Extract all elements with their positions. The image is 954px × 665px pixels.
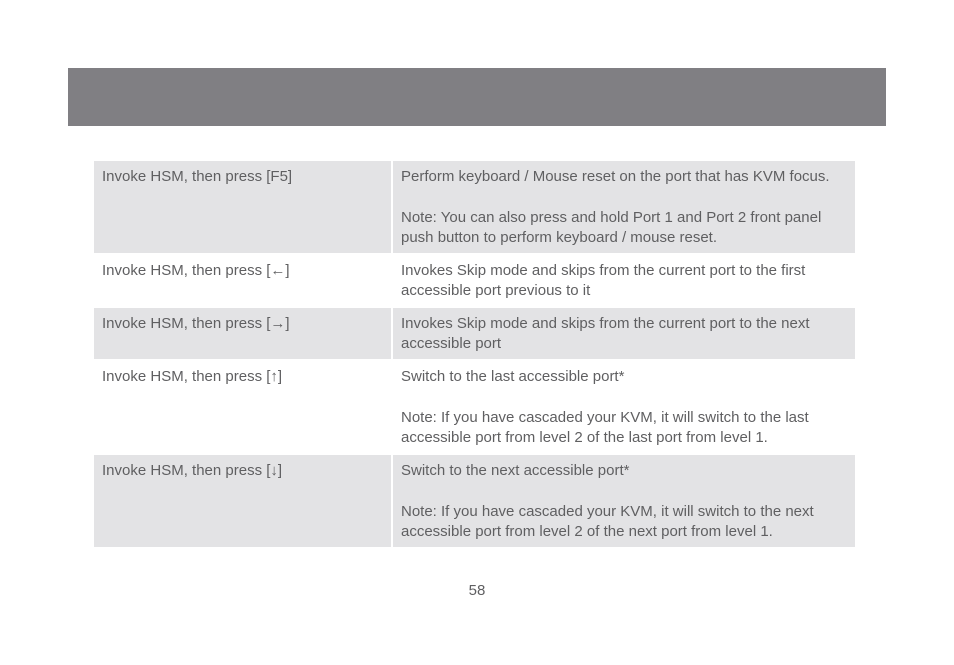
- description-cell: [393, 361, 855, 453]
- hotkey-cell: Invoke HSM, then press [←]: [94, 255, 391, 306]
- hotkey-cell: Invoke HSM, then press [↑]: [94, 361, 391, 453]
- hotkey-cell: Invoke HSM, then press [F5]: [94, 161, 391, 253]
- description-note: Note: If you have cascaded your KVM, it will switch to the next accessible port from level 2 of the next port from level 1.: [401, 503, 814, 540]
- description-cell: [393, 308, 855, 359]
- description-text: Perform keyboard / Mouse reset on the port that has KVM focus.: [401, 168, 830, 185]
- description-note: Note: You can also press and hold Port 1 and Port 2 front panel push button to perform keyboard / mouse reset.: [401, 209, 822, 246]
- hotkey-cell: Invoke HSM, then press [→]: [94, 308, 391, 359]
- description-cell: [393, 161, 855, 253]
- description-text: Switch to the last accessible port*: [401, 368, 625, 385]
- table-row: [94, 361, 855, 453]
- table-row: [94, 255, 855, 306]
- description-note: Note: If you have cascaded your KVM, it will switch to the last accessible port from level 2 of the last port from level 1.: [401, 409, 809, 446]
- description-text: Invokes Skip mode and skips from the current port to the next accessible port: [401, 315, 810, 352]
- description-cell: [393, 255, 855, 306]
- description-text: Switch to the next accessible port*: [401, 462, 630, 479]
- table-row: [94, 308, 855, 359]
- description-cell: [393, 455, 855, 547]
- header-bar: [68, 68, 886, 126]
- hotkey-cell: Invoke HSM, then press [↓]: [94, 455, 391, 547]
- hotkey-table: [94, 161, 855, 547]
- page-number: 58: [468, 582, 486, 599]
- table-row: [94, 161, 855, 253]
- table-row: [94, 455, 855, 547]
- description-text: Invokes Skip mode and skips from the current port to the first accessible port previous to it: [401, 262, 806, 299]
